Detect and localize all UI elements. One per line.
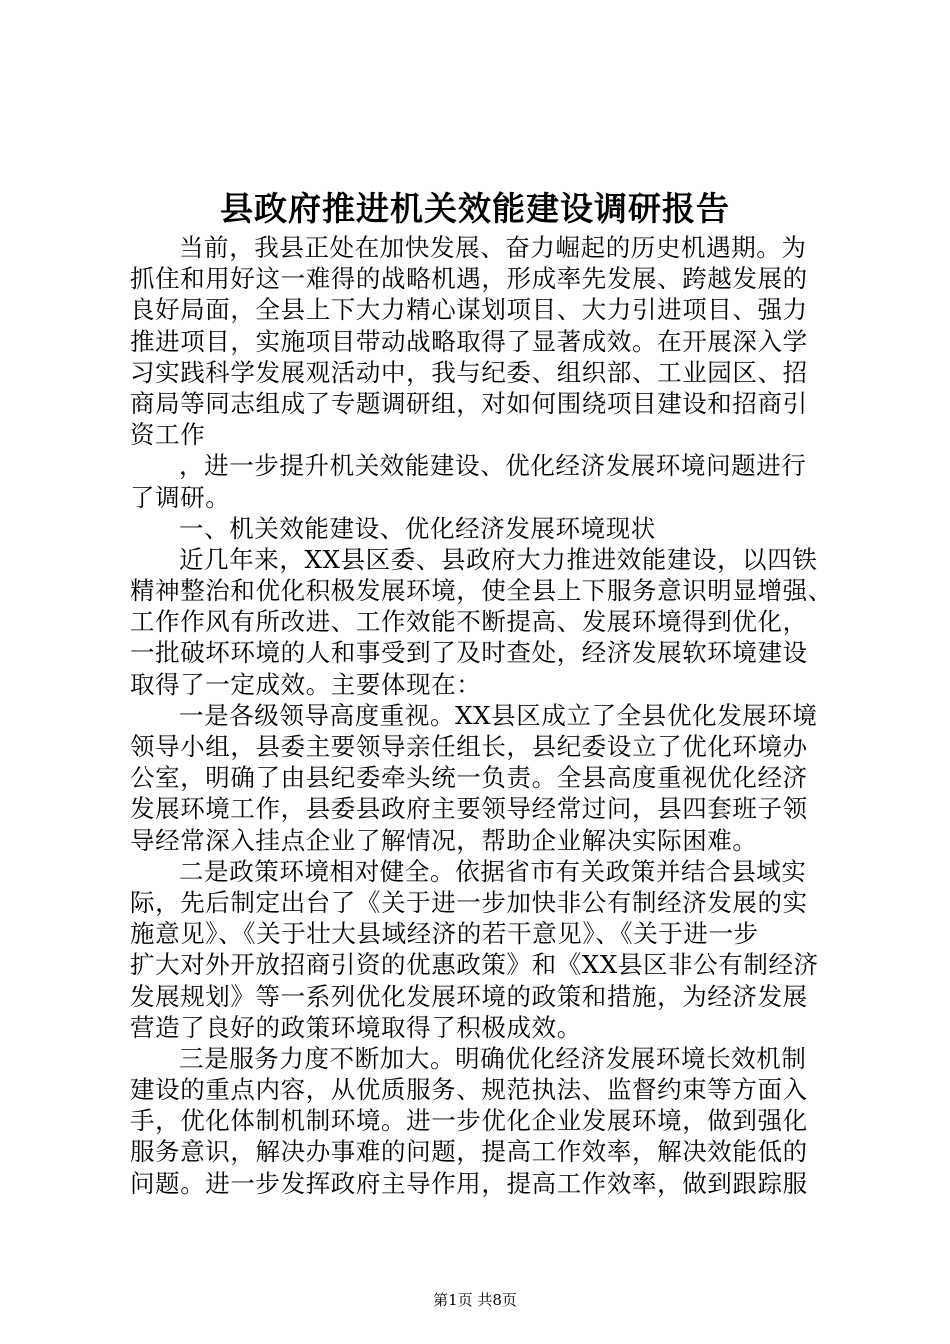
page-number: 第1页 共8页	[433, 1291, 517, 1309]
document-title: 县政府推进机关效能建设调研报告	[220, 189, 730, 228]
body-line: 发展规划》等一系列优化发展环境的政策和措施，为经济发展	[130, 981, 808, 1011]
body-line: 建设的重点内容，从优质服务、规范执法、监督约束等方面入	[130, 1075, 808, 1105]
body-line: 近几年来，XX县区委、县政府大力推进效能建设，以四铁	[179, 544, 818, 574]
body-line: 营造了良好的政策环境取得了积极成效。	[130, 1012, 582, 1042]
body-line: 抓住和用好这一难得的战略机遇，形成率先发展、跨越发展的	[130, 264, 808, 294]
body-line: 公室，明确了由县纪委牵头统一负责。全县高度重视优化经济	[130, 763, 808, 793]
body-line: ，进一步提升机关效能建设、优化经济发展环境问题进行	[179, 451, 807, 481]
body-line: 精神整治和优化积极发展环境，使全县上下服务意识明显增强、	[130, 576, 833, 606]
body-line: 手，优化体制机制环境。进一步优化企业发展环境，做到强化	[130, 1106, 808, 1136]
body-line: 扩大对外开放招商引资的优惠政策》和《XX县区非公有制经济	[130, 950, 819, 980]
body-line: 问题。进一步发挥政府主导作用，提高工作效率，做到跟踪服	[130, 1168, 808, 1198]
body-line: 二是政策环境相对健全。依据省市有关政策并结合县域实	[179, 856, 807, 886]
body-line: 际，先后制定出台了《关于进一步加快非公有制经济发展的实	[130, 887, 808, 917]
body-line: 发展环境工作，县委县政府主要领导经常过问，县四套班子领	[130, 794, 808, 824]
body-line: 服务意识，解决办事难的问题，提高工作效率，解决效能低的	[130, 1137, 808, 1167]
body-line: 导经常深入挂点企业了解情况，帮助企业解决实际困难。	[130, 825, 758, 855]
body-line: 一是各级领导高度重视。XX县区成立了全县优化发展环境	[179, 700, 818, 730]
body-line: 推进项目，实施项目带动战略取得了显著成效。在开展深入学	[130, 326, 808, 356]
body-line: 取得了一定成效。主要体现在：	[130, 669, 482, 699]
body-line: 资工作	[130, 420, 206, 450]
body-line: 工作作风有所改进、工作效能不断提高、发展环境得到优化，	[130, 607, 808, 637]
body-line: 商局等同志组成了专题调研组，对如何围绕项目建设和招商引	[130, 388, 808, 418]
body-line: 施意见》、《关于壮大县域经济的若干意见》、《关于进一步	[130, 919, 759, 949]
section-heading: 一、机关效能建设、优化经济发展环境现状	[179, 513, 656, 543]
body-line: 三是服务力度不断加大。明确优化经济发展环境长效机制	[179, 1043, 807, 1073]
body-line: 当前，我县正处在加快发展、奋力崛起的历史机遇期。为	[179, 233, 807, 262]
body-line: 一批破坏环境的人和事受到了及时查处，经济发展软环境建设	[130, 638, 808, 668]
body-line: 良好局面，全县上下大力精心谋划项目、大力引进项目、强力	[130, 295, 808, 325]
document-body	[130, 232, 850, 1199]
body-line: 领导小组，县委主要领导亲任组长，县纪委设立了优化环境办	[130, 732, 808, 761]
body-line: 习实践科学发展观活动中，我与纪委、组织部、工业园区、招	[130, 357, 808, 387]
body-line: 了调研。	[130, 482, 231, 512]
